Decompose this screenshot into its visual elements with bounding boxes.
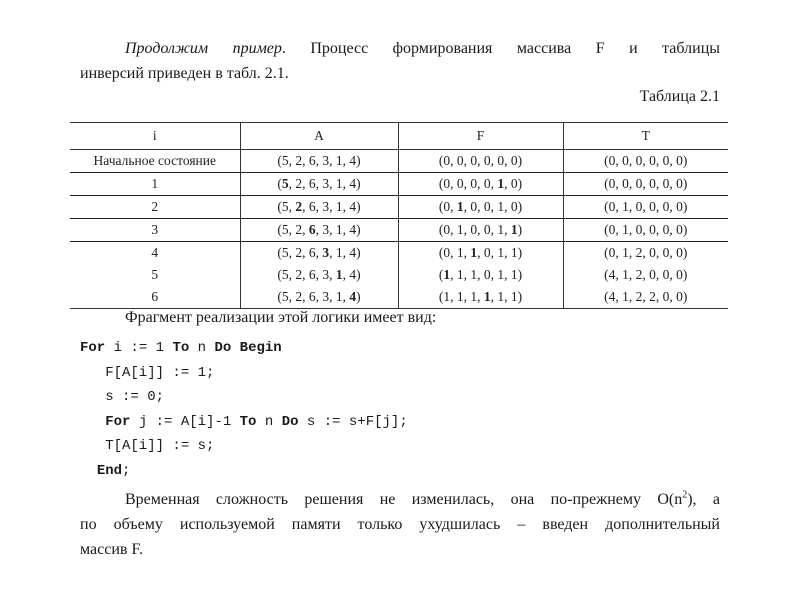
table-row [70,264,728,286]
table-row [70,286,728,309]
complexity-line1: Временная сложность решения не изменилась, она по-прежнему $O(n^2)$, а [125,489,720,508]
cell-i: 4 [151,245,159,260]
cell-t: (0, 0, 0, 0, 0, 0) [563,150,728,173]
highlight: 6 [308,222,316,237]
inversion-table [70,122,728,309]
code-line-3: s := 0; [80,389,165,405]
highlight: 1 [470,245,478,260]
cell-t: (0, 1, 0, 0, 0, 0) [563,219,728,242]
complexity-paragraph [80,487,720,562]
table-row [70,196,728,219]
table-header-row [70,123,728,150]
cell-a: (5, 2, 6, 3, 1, 4) [240,264,398,286]
highlight: 3 [322,245,330,260]
table-caption: Таблица 2.1 [639,88,720,105]
code-line-1: For i := 1 To n Do Begin [80,340,282,356]
italic-lead: Продолжим пример [125,40,282,57]
highlight: 5 [281,176,289,191]
highlight: 1 [483,289,491,304]
table-row [70,150,728,173]
code-intro: Фрагмент реализации этой логики имеет вид: [125,309,437,326]
intro-line1-rest: . Процесс формирования массива F и таблицы [281,40,721,57]
cell-f: (0, 0, 0, 0, 0, 0) [398,150,563,173]
cell-f: (1, 1, 1, 1, 1, 1) [398,286,563,309]
code-block [80,336,408,483]
cell-i: 1 [70,173,240,196]
superscript: 2 [682,489,688,501]
cell-f: (0, 0, 0, 0, 1, 0) [398,173,563,196]
highlight: 1 [335,267,343,282]
header-t: T [563,123,728,150]
cell-t: (0, 0, 0, 0, 0, 0) [563,173,728,196]
highlight: 1 [497,176,505,191]
table-row [70,242,728,265]
cell-t: (4, 1, 2, 2, 0, 0) [563,286,728,309]
cell-a: (5, 2, 6, 3, 1, 4) [240,286,398,309]
cell-a: (5, 2, 6, 3, 1, 4) [240,242,398,265]
cell-a: (5, 2, 6, 3, 1, 4) [240,173,398,196]
cell-a: (5, 2, 6, 3, 1, 4) [240,196,398,219]
cell-f: (0, 1, 0, 0, 1, 1) [398,219,563,242]
cell-a: (5, 2, 6, 3, 1, 4) [240,219,398,242]
highlight: 1 [456,199,464,214]
highlight: 1 [510,222,518,237]
intro-paragraph-line1 [80,36,720,61]
complexity-line2: по объему используемой памяти только ухудшилась – введен дополнительный [80,516,720,533]
code-line-6: End; [96,462,131,479]
cell-f: (1, 1, 1, 0, 1, 1) [398,264,563,286]
header-a: A [240,123,398,150]
header-f: F [398,123,563,150]
code-line-5: T[A[i]] := s; [80,438,215,454]
code-line-2: F[A[i]] := 1; [80,364,215,381]
highlight: 4 [349,289,357,304]
highlight: 2 [295,199,303,214]
cell-i: 3 [70,219,240,242]
intro-paragraph-line2: инверсий приведен в табл. 2.1. [80,65,289,82]
table-row [70,219,728,242]
cell-i: 2 [70,196,240,219]
cell-f: (0, 1, 0, 0, 1, 0) [398,196,563,219]
intro-paragraph [80,36,720,86]
cell-i: 5 [151,267,159,282]
cell-a: (5, 2, 6, 3, 1, 4) [240,150,398,173]
cell-f: (0, 1, 1, 0, 1, 1) [398,242,563,265]
code-line-4: For j := A[i]-1 To n Do s := s+F[j]; [105,413,408,430]
cell-t: (0, 1, 0, 0, 0, 0) [563,196,728,219]
cell-t: (0, 1, 2, 0, 0, 0) [563,242,728,265]
cell-t: (4, 1, 2, 0, 0, 0) [563,264,728,286]
cell-i: 6 [70,286,240,309]
cell-i: Начальное состояние [70,150,240,173]
table-row [70,173,728,196]
complexity-line3: массив F. [80,541,144,558]
header-i: i [70,123,240,150]
highlight: 1 [443,267,451,282]
